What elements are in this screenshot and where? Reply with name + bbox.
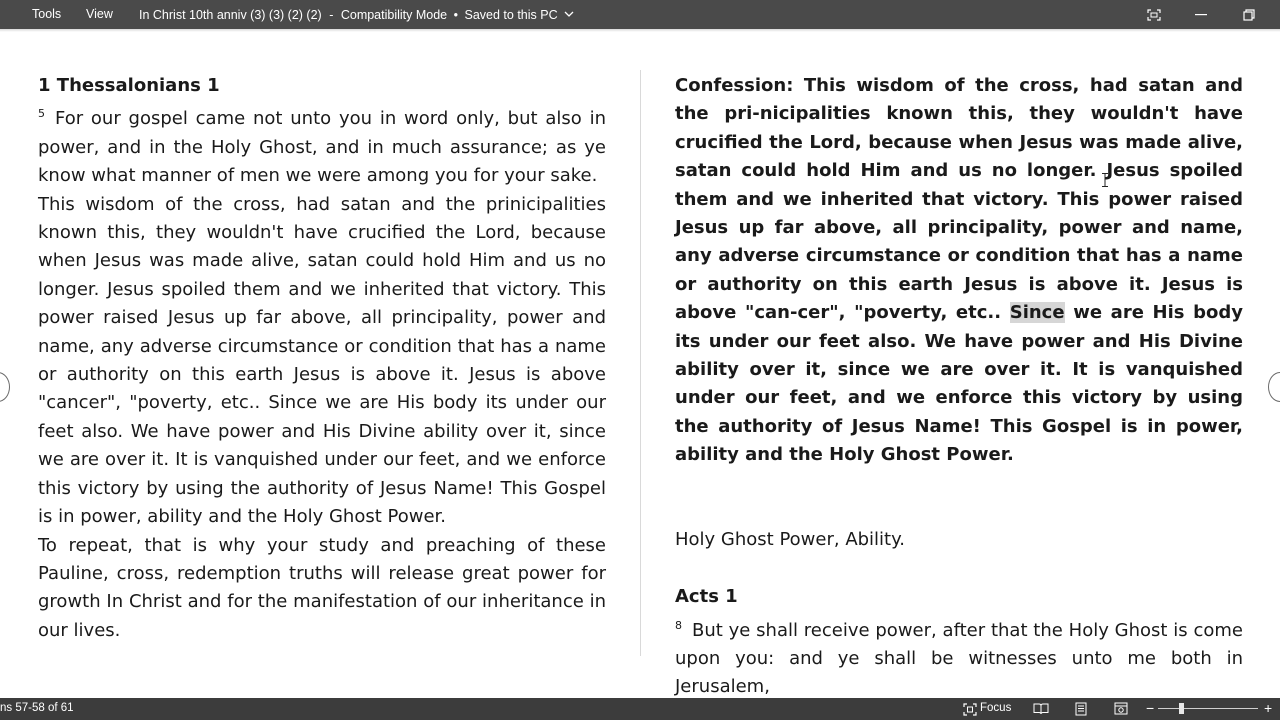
read-mode-icon[interactable] (1033, 701, 1049, 717)
menu-tools[interactable]: Tools (32, 7, 62, 21)
blank-line (675, 498, 1243, 526)
blank-line (675, 555, 1243, 583)
title-bar (0, 0, 1280, 29)
verse-text: For our gospel came not unto you in word only, but also in power, and in the Holy Ghost, and in much assurance; as ye know what manner of men we were among you for your sake. (38, 108, 606, 187)
confession-text-before: Confession: This wisdom of the cross, had satan and the pri-nicipalities known this, they wouldn't have crucified the Lord, because when Jesus was made alive, satan could hold Him and us no longer. Jesus spoiled them and we inherited that victory. This power raised Jesus up far above, all principality, power and name, any adverse circumstance or condition that has a name or authority on this earth Jesus is above it. Jesus is above "can-cer", "poverty, etc.. (675, 75, 1243, 324)
previous-page-button[interactable] (0, 372, 10, 402)
chevron-down-icon[interactable] (564, 7, 574, 21)
confession-paragraph (675, 72, 1243, 470)
zoom-in-button[interactable]: + (1264, 700, 1273, 716)
right-column[interactable] (675, 72, 1243, 702)
document-title[interactable] (139, 7, 574, 22)
focus-icon[interactable] (962, 701, 978, 717)
web-layout-icon[interactable] (1113, 701, 1129, 717)
zoom-slider[interactable] (1158, 708, 1258, 709)
body-paragraph-2: To repeat, that is why your study and preaching of these Pauline, cross, redemption truths will release great power for growth In Christ and for the manifestation of our inheritance in our lives. (38, 534, 606, 641)
restore-icon (1243, 9, 1255, 21)
blank-line (675, 470, 1243, 498)
print-layout-icon[interactable] (1073, 701, 1089, 717)
column-divider (640, 70, 641, 656)
heading-1-thessalonians: 1 Thessalonians 1 (38, 75, 220, 96)
selected-word[interactable]: Since (1009, 302, 1065, 324)
minimize-button[interactable] (1178, 0, 1224, 29)
fullscreen-icon (1147, 9, 1161, 21)
confession-text-after: we are His body its under our feet also. We have power and His Divine ability over it, since we are over it. It is vanquished under our feet, and we enforce this victory by using the authority of Jesus Name! This Gospel is in power, ability and the Holy Ghost Power. (675, 302, 1243, 466)
doc-title-text: In Christ 10th anniv (3) (3) (2) (2) (139, 8, 322, 22)
text-cursor-icon (1102, 173, 1108, 187)
heading-acts-1: Acts 1 (675, 586, 738, 608)
status-bar (0, 698, 1280, 720)
menu-view[interactable]: View (86, 7, 113, 21)
verse-paragraph (38, 100, 606, 190)
acts-verse-paragraph (675, 612, 1243, 702)
compatibility-mode: Compatibility Mode (340, 8, 448, 22)
zoom-slider-handle[interactable] (1179, 703, 1184, 714)
title-dot: • (453, 8, 459, 22)
document-area[interactable] (0, 32, 1280, 698)
focus-button[interactable]: Focus (980, 702, 1012, 714)
left-column[interactable] (38, 72, 606, 645)
verse-text: But ye shall receive power, after that the Holy Ghost is come upon you: and ye shall be witnesses unto me both in Jerusalem, (675, 619, 1243, 698)
save-status: Saved to this PC (464, 8, 558, 22)
subheading-holy-ghost-power: Holy Ghost Power, Ability. (675, 529, 905, 551)
fullscreen-button[interactable] (1131, 0, 1177, 29)
title-separator: - (329, 8, 334, 22)
zoom-out-button[interactable]: − (1146, 700, 1155, 716)
next-page-button[interactable] (1268, 372, 1280, 402)
body-paragraph-1: This wisdom of the cross, had satan and the prinicipalities known this, they wouldn't have crucified the Lord, because when Jesus was made alive, satan could hold Him and us no longer. Jesus spoiled them and we inherited that victory. This power raised Jesus up far above, all principality, power and name, any adverse circumstance or condition that has a name or authority on this earth Jesus is above it. Jesus is above "cancer", "poverty, etc.. Since we are His body its under our feet also. We have power and His Divine ability over it, since we are over it. It is vanquished under our feet, and we enforce this victory by using the authority of Jesus Name! This Gospel is in power, ability and the Holy Ghost Power. (38, 193, 606, 528)
verse-number: 5 (38, 107, 45, 121)
verse-number: 8 (675, 618, 682, 632)
restore-button[interactable] (1226, 0, 1272, 29)
minimize-icon (1195, 14, 1207, 16)
page-info[interactable]: ns 57-58 of 61 (0, 702, 74, 714)
